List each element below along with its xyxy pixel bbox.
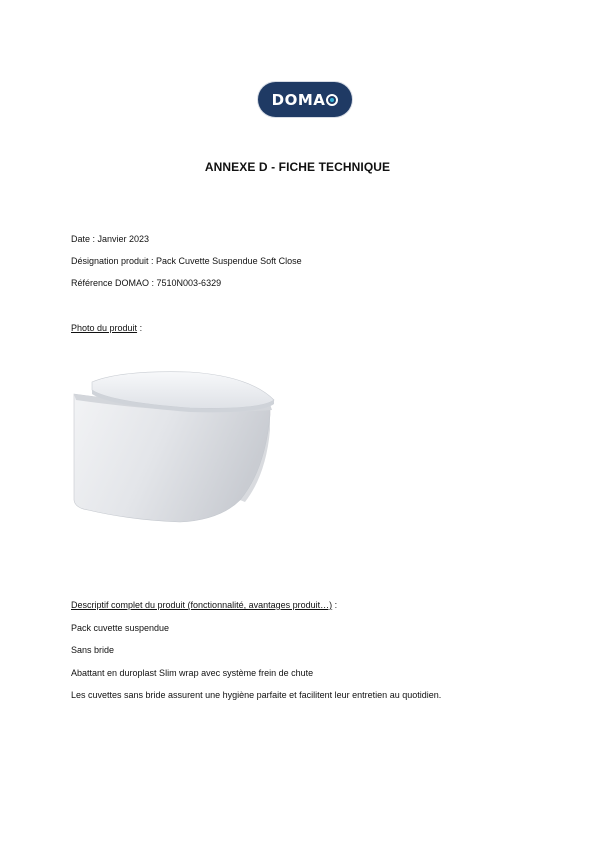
logo-text: DOMA [271,90,326,109]
photo-heading [71,322,142,334]
product-photo [70,360,280,530]
designation-line: Désignation produit : Pack Cuvette Suspendue Soft Close [71,256,302,266]
domao-logo [258,82,352,117]
description-item: Pack cuvette suspendue [71,623,170,633]
photo-heading-suffix: : [137,323,143,333]
page-title: ANNEXE D - FICHE TECHNIQUE [204,160,391,174]
description-item: Abattant en duroplast Slim wrap avec système frein de chute [71,668,314,678]
description-item: Sans bride [71,645,115,655]
description-heading [71,599,337,611]
photo-heading-label: Photo du produit [71,323,138,333]
date-line: Date : Janvier 2023 [71,234,150,244]
description-item: Les cuvettes sans bride assurent une hygiène parfaite et facilitent leur entretien au quotidien. [71,690,442,700]
reference-line: Référence DOMAO : 7510N003-6329 [71,278,222,288]
logo-drop-icon [326,94,338,106]
description-heading-suffix: : [332,600,338,610]
description-heading-label: Descriptif complet du produit (fonctionnalité, avantages produit…) [71,600,333,610]
